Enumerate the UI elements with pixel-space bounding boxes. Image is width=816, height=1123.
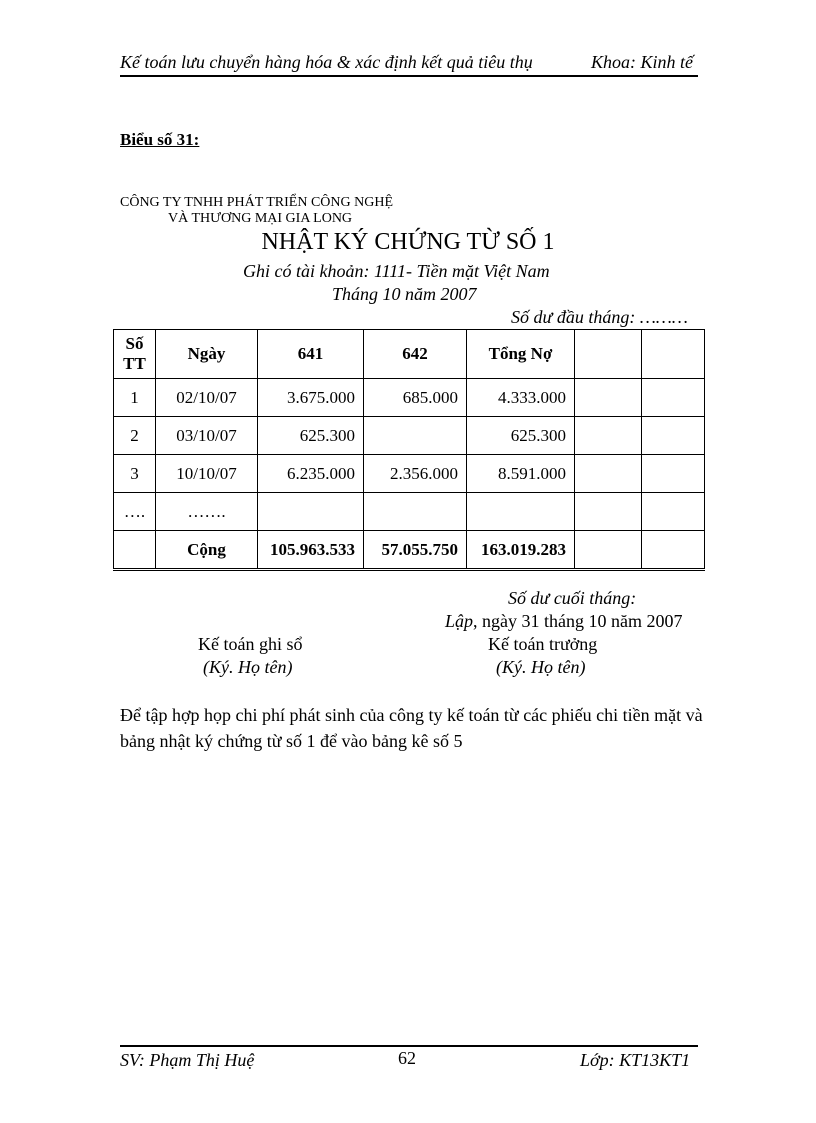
header-left: Kế toán lưu chuyển hàng hóa & xác định kết quả tiêu thụ bbox=[120, 52, 533, 72]
company-name-line2: VÀ THƯƠNG MẠI GIA LONG bbox=[168, 211, 353, 226]
cell-stt: 1 bbox=[114, 379, 156, 417]
cell-date: 02/10/07 bbox=[156, 379, 258, 417]
cell-642 bbox=[364, 493, 467, 531]
cell-extra1 bbox=[575, 531, 642, 570]
cell-extra2 bbox=[642, 531, 705, 570]
subtitle-account: Ghi có tài khoản: 1111- Tiền mặt Việt Nam bbox=[243, 261, 550, 281]
cell-extra2 bbox=[642, 493, 705, 531]
col-header-extra1 bbox=[575, 330, 642, 379]
signature-bookkeeper-note: (Ký. Họ tên) bbox=[203, 657, 293, 677]
closing-balance: Số dư cuối tháng: bbox=[508, 588, 637, 608]
footer-divider bbox=[120, 1045, 698, 1047]
cell-extra1 bbox=[575, 493, 642, 531]
cell-extra2 bbox=[642, 417, 705, 455]
col-header-stt bbox=[114, 330, 156, 379]
col-header-641: 641 bbox=[258, 330, 364, 379]
table-row bbox=[114, 379, 705, 417]
footer-class: Lớp: KT13KT1 bbox=[580, 1050, 691, 1070]
col-header-extra2 bbox=[642, 330, 705, 379]
cell-extra1 bbox=[575, 455, 642, 493]
table-header-row bbox=[114, 330, 705, 379]
page-number: 62 bbox=[398, 1048, 416, 1068]
cell-extra1 bbox=[575, 417, 642, 455]
subtitle-period: Tháng 10 năm 2007 bbox=[332, 284, 477, 304]
total-sum: 163.019.283 bbox=[467, 531, 575, 570]
cell-642 bbox=[364, 417, 467, 455]
form-label: Biểu số 31: bbox=[120, 130, 200, 149]
cell-642: 2.356.000 bbox=[364, 455, 467, 493]
total-642: 57.055.750 bbox=[364, 531, 467, 570]
table-row bbox=[114, 493, 705, 531]
cell-extra2 bbox=[642, 379, 705, 417]
table-row bbox=[114, 417, 705, 455]
prepared-date-line bbox=[445, 611, 683, 632]
cell-total bbox=[467, 493, 575, 531]
cell-642: 685.000 bbox=[364, 379, 467, 417]
cell-extra1 bbox=[575, 379, 642, 417]
col-header-total: Tổng Nợ bbox=[467, 330, 575, 379]
cell-stt: 3 bbox=[114, 455, 156, 493]
cell-total: 625.300 bbox=[467, 417, 575, 455]
cell-total: 4.333.000 bbox=[467, 379, 575, 417]
col-header-642: 642 bbox=[364, 330, 467, 379]
cell-stt: …. bbox=[114, 493, 156, 531]
col-header-stt-line1: Số bbox=[125, 334, 144, 353]
opening-balance: Số dư đầu tháng: ……… bbox=[511, 307, 688, 327]
total-label: Cộng bbox=[156, 531, 258, 570]
prepared-date: , ngày 31 tháng 10 năm 2007 bbox=[473, 611, 683, 631]
signature-chief-accountant-title: Kế toán trưởng bbox=[488, 634, 598, 654]
cell-extra2 bbox=[642, 455, 705, 493]
table-total-row bbox=[114, 531, 705, 570]
cell-stt: 2 bbox=[114, 417, 156, 455]
cell-date: 10/10/07 bbox=[156, 455, 258, 493]
company-name-line1: CÔNG TY TNHH PHÁT TRIỂN CÔNG NGHỆ bbox=[120, 195, 394, 210]
col-header-date: Ngày bbox=[156, 330, 258, 379]
signature-chief-accountant-note: (Ký. Họ tên) bbox=[496, 657, 586, 677]
cell-stt bbox=[114, 531, 156, 570]
prepared-word: Lập bbox=[445, 611, 474, 631]
cell-date: ……. bbox=[156, 493, 258, 531]
document-title-wrapper bbox=[0, 229, 816, 256]
signature-bookkeeper-title: Kế toán ghi sổ bbox=[198, 634, 303, 654]
total-641: 105.963.533 bbox=[258, 531, 364, 570]
document-title: NHẬT KÝ CHỨNG TỪ SỐ 1 bbox=[261, 229, 555, 255]
cell-641: 6.235.000 bbox=[258, 455, 364, 493]
explanatory-note: Để tập hợp họp chi phí phát sinh của công ty kế toán từ các phiếu chi tiền mặt và bảng nhật ký chứng từ số 1 để vào bảng kê số 5 bbox=[120, 705, 703, 751]
cell-641: 3.675.000 bbox=[258, 379, 364, 417]
footer-student: SV: Phạm Thị Huệ bbox=[120, 1050, 255, 1070]
cell-641: 625.300 bbox=[258, 417, 364, 455]
cell-641 bbox=[258, 493, 364, 531]
col-header-stt-line2: TT bbox=[123, 354, 146, 373]
cell-total: 8.591.000 bbox=[467, 455, 575, 493]
journal-table bbox=[113, 329, 705, 571]
header-right: Khoa: Kinh tế bbox=[591, 52, 693, 72]
header-divider bbox=[120, 75, 698, 77]
cell-date: 03/10/07 bbox=[156, 417, 258, 455]
table-row bbox=[114, 455, 705, 493]
